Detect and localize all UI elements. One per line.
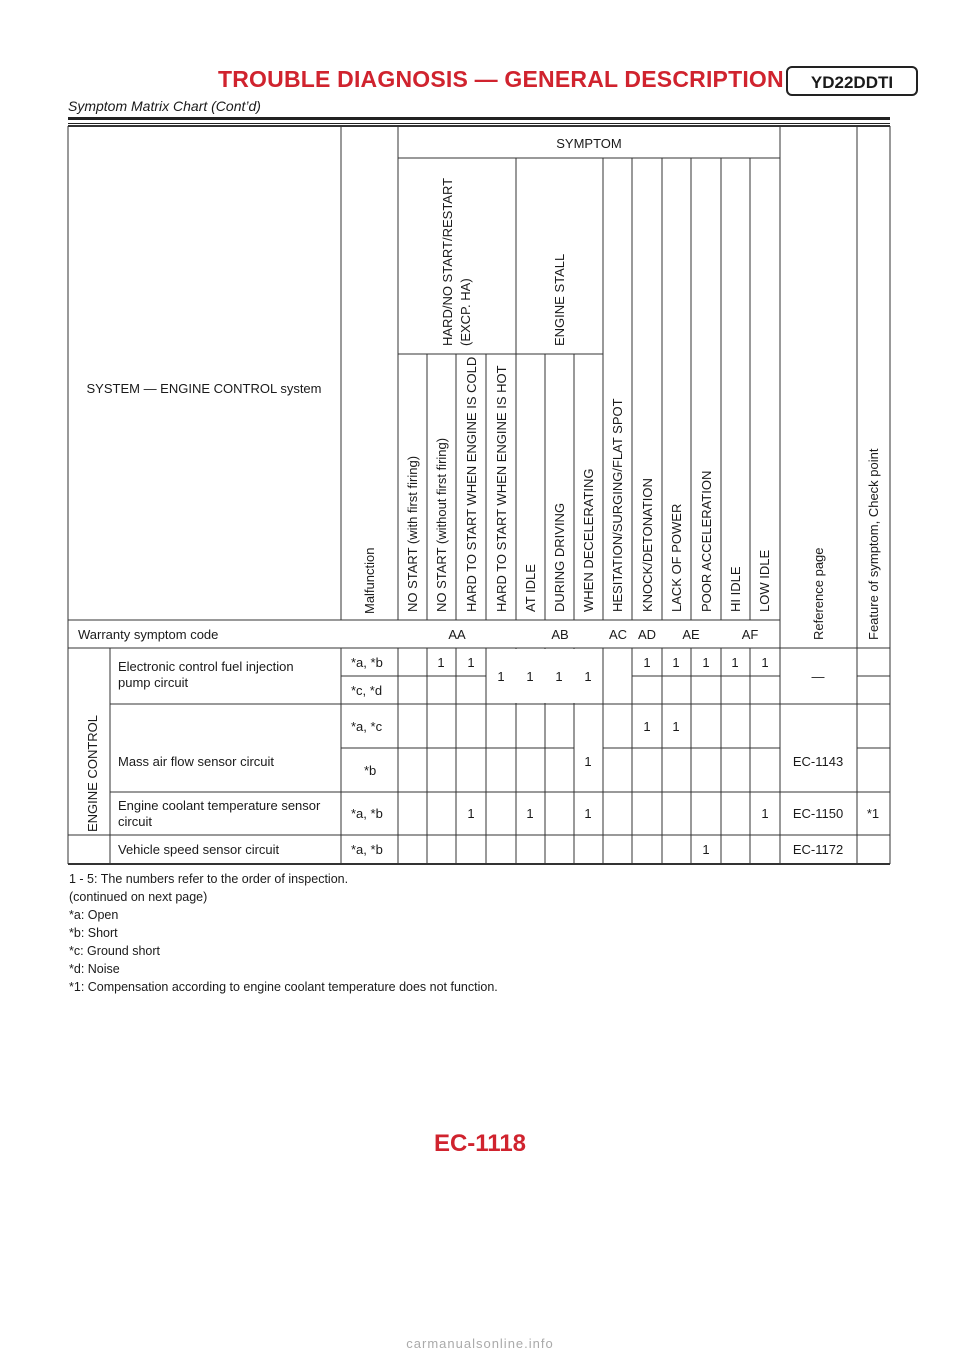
warranty-code: AF <box>741 627 759 642</box>
column-header: HARD TO START WHEN ENGINE IS COLD <box>464 356 479 612</box>
mark: 1 <box>672 719 680 734</box>
watermark: carmanualsonline.info <box>406 1336 554 1351</box>
column-header: LACK OF POWER <box>669 503 684 612</box>
mark: 1 <box>643 719 651 734</box>
symptom-column-headers <box>405 357 772 612</box>
mark: 1 <box>643 655 651 670</box>
note-line: *d: Noise <box>69 962 120 976</box>
mark: 1 <box>761 655 769 670</box>
warranty-code: AD <box>637 627 657 642</box>
mark: 1 <box>584 806 592 821</box>
engine-code-badge: YD22DDTI <box>786 66 918 96</box>
warranty-code: AA <box>448 627 466 642</box>
item-mode: *a, *b <box>351 806 383 821</box>
column-header: DURING DRIVING <box>552 502 567 612</box>
mark: 1 <box>497 669 505 684</box>
item-mode: *b <box>364 763 377 778</box>
system-label: SYSTEM — ENGINE CONTROL system <box>86 381 322 396</box>
mark: 1 <box>584 669 592 684</box>
page-subtitle: Symptom Matrix Chart (Cont’d) <box>68 98 261 114</box>
item-names <box>118 659 321 857</box>
mark: 1 <box>467 655 475 670</box>
reference-page-label: Reference page <box>811 547 826 640</box>
mark: 1 <box>555 669 563 684</box>
reference-page: EC-1150 <box>792 806 844 821</box>
column-header: NO START (with first firing) <box>405 455 420 612</box>
warranty-code: AB <box>551 627 569 642</box>
mark: 1 <box>584 754 592 769</box>
column-header: AT IDLE <box>523 564 538 612</box>
note-line: *c: Ground short <box>69 944 161 958</box>
item-mode: *c, *d <box>351 683 383 698</box>
group-engine-stall: ENGINE STALL <box>552 253 567 346</box>
mark: 1 <box>672 655 680 670</box>
note-line: *1: Compensation according to engine coolant temperature does not function. <box>69 980 498 994</box>
column-header: HARD TO START WHEN ENGINE IS HOT <box>494 365 509 612</box>
feature-note: *1 <box>866 806 880 821</box>
symptom-label: SYMPTOM <box>556 136 622 151</box>
reference-page: EC-1172 <box>792 842 844 857</box>
warranty-code: AC <box>608 627 628 642</box>
note-line: *b: Short <box>69 926 118 940</box>
note-line: 1 - 5: The numbers refer to the order of inspection. <box>69 872 349 886</box>
mark: 1 <box>437 655 445 670</box>
page-number: EC-1118 <box>433 1130 527 1157</box>
item-name: pump circuit <box>118 675 189 690</box>
note-line: *a: Open <box>69 908 119 922</box>
item-name: Electronic control fuel injection <box>118 659 294 674</box>
item-name: Engine coolant temperature sensor <box>118 798 321 813</box>
item-mode: *a, *b <box>351 655 383 670</box>
column-header: WHEN DECELERATING <box>581 468 596 612</box>
warranty-code: AE <box>682 627 700 642</box>
mark: 1 <box>761 806 769 821</box>
column-header: NO START (without first firing) <box>434 437 449 612</box>
reference-page: EC-1143 <box>792 754 844 769</box>
reference-page: — <box>811 669 825 684</box>
item-name: Mass air flow sensor circuit <box>118 754 275 769</box>
warranty-codes <box>448 627 758 642</box>
category-engine-control: ENGINE CONTROL <box>85 714 100 832</box>
mark: 1 <box>526 806 534 821</box>
page-title: TROUBLE DIAGNOSIS — GENERAL DESCRIPTION <box>218 66 784 92</box>
feature-label: Feature of symptom, Check point <box>866 448 881 640</box>
mark: 1 <box>731 655 739 670</box>
item-name: circuit <box>118 814 152 829</box>
group-hard-start-line1: HARD/NO START/RESTART <box>440 177 455 346</box>
column-header: LOW IDLE <box>757 549 772 612</box>
mark: 1 <box>526 669 534 684</box>
column-header: KNOCK/DETONATION <box>640 478 655 612</box>
column-header: HESITATION/SURGING/FLAT SPOT <box>610 398 625 612</box>
warranty-label: Warranty symptom code <box>78 627 219 642</box>
item-name: Vehicle speed sensor circuit <box>118 842 280 857</box>
item-modes <box>351 655 383 857</box>
column-header: POOR ACCELERATION <box>699 470 714 612</box>
note-line: (continued on next page) <box>69 890 208 904</box>
malfunction-label: Malfunction <box>362 547 377 614</box>
group-hard-start-line2: (EXCP. HA) <box>458 278 473 346</box>
mark: 1 <box>702 842 710 857</box>
column-header: HI IDLE <box>728 566 743 612</box>
mark: 1 <box>467 806 475 821</box>
mark: 1 <box>702 655 710 670</box>
item-mode: *a, *c <box>351 719 383 734</box>
item-mode: *a, *b <box>351 842 383 857</box>
